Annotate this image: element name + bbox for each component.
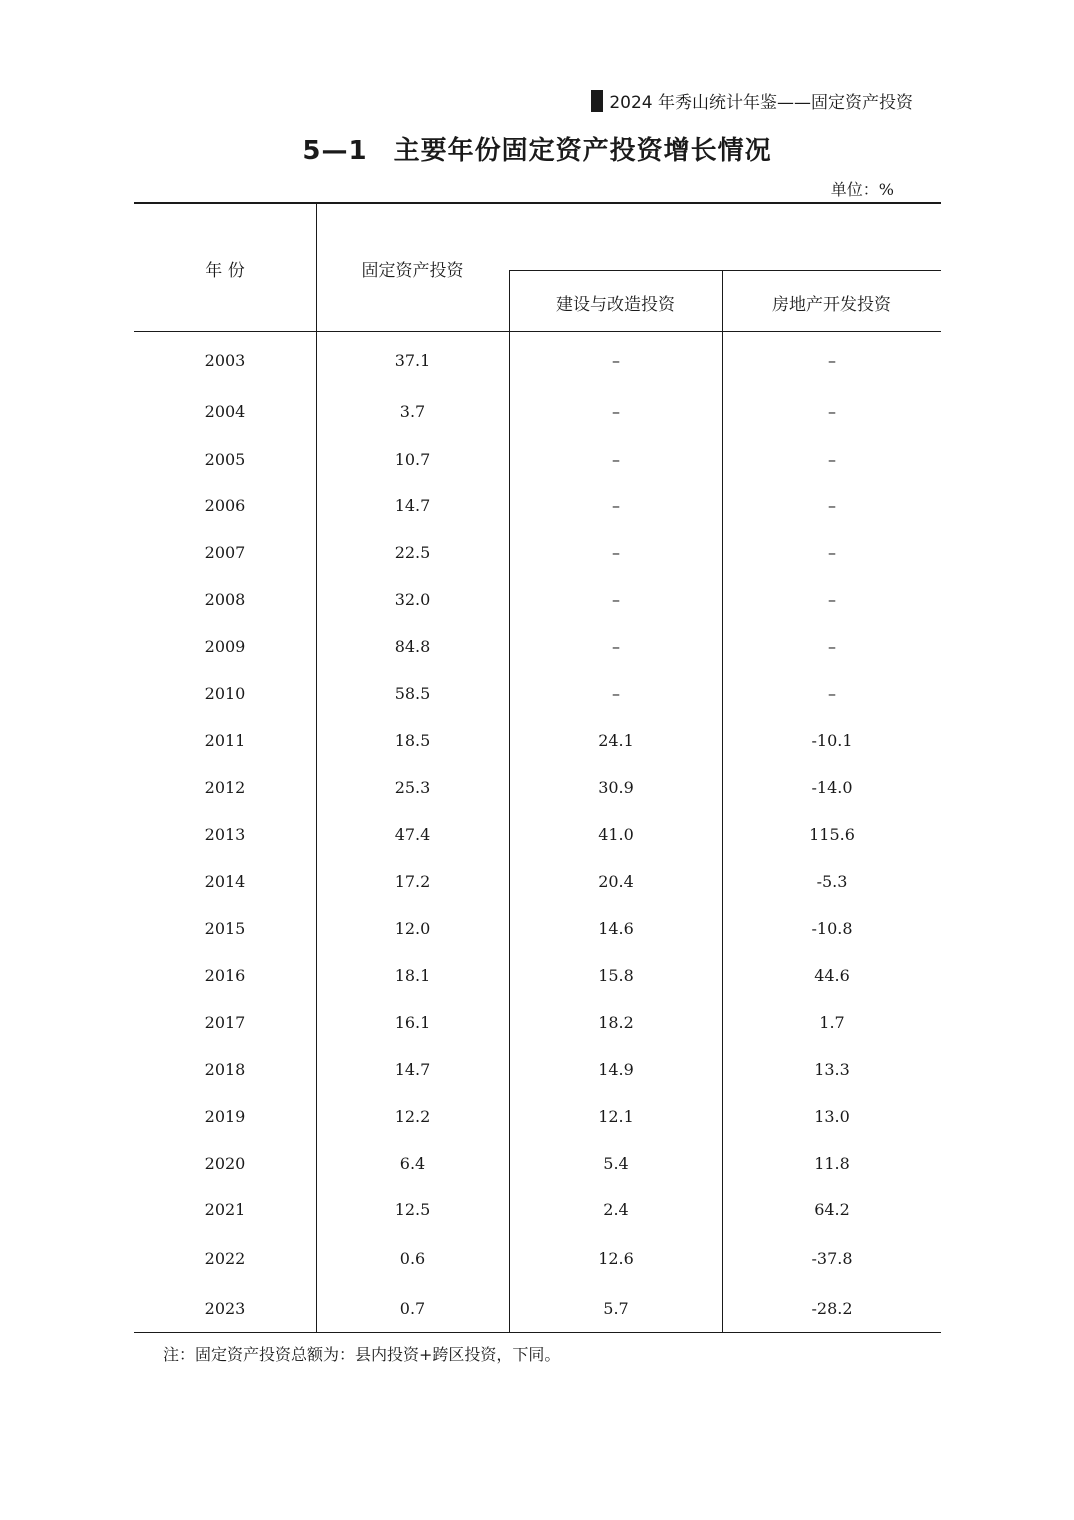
construction-investment-cell: 24.1 bbox=[598, 731, 634, 750]
year-cell: 2007 bbox=[204, 543, 246, 562]
page-title bbox=[0, 130, 1074, 167]
fixed-investment-cell: 16.1 bbox=[394, 1013, 431, 1032]
fixed-investment-cell: 14.7 bbox=[394, 496, 431, 515]
construction-investment-cell: – bbox=[612, 684, 620, 703]
table-row bbox=[134, 1244, 941, 1274]
construction-investment-cell: 14.6 bbox=[598, 919, 634, 938]
fixed-investment-cell: 32.0 bbox=[394, 590, 431, 609]
table-top-rule bbox=[134, 202, 941, 204]
fixed-investment-cell: 58.5 bbox=[394, 684, 431, 703]
unit-label: 单位：% bbox=[830, 180, 894, 199]
year-cell: 2017 bbox=[204, 1013, 246, 1032]
header-bottom-rule bbox=[134, 331, 941, 332]
fixed-investment-cell: 14.7 bbox=[394, 1060, 431, 1079]
running-header bbox=[591, 88, 913, 113]
table-row bbox=[134, 773, 941, 803]
fixed-investment-cell: 12.5 bbox=[394, 1200, 431, 1219]
year-cell: 2016 bbox=[204, 966, 246, 985]
realestate-investment-cell: – bbox=[828, 543, 836, 562]
realestate-investment-cell: 13.3 bbox=[814, 1060, 850, 1079]
year-cell: 2009 bbox=[204, 637, 246, 656]
table-row bbox=[134, 538, 941, 568]
construction-investment-cell: 12.1 bbox=[598, 1107, 634, 1126]
construction-investment-cell: – bbox=[612, 351, 620, 370]
realestate-investment-cell: – bbox=[828, 496, 836, 515]
running-header-text: 2024 年秀山统计年鉴——固定资产投资 bbox=[609, 93, 913, 113]
header-year: 年 份 bbox=[205, 261, 245, 281]
table-row bbox=[134, 1055, 941, 1085]
realestate-investment-cell: 44.6 bbox=[814, 966, 850, 985]
fixed-investment-cell: 12.0 bbox=[394, 919, 431, 938]
table-bottom-rule bbox=[134, 1332, 941, 1333]
header-realestate-investment: 房地产开发投资 bbox=[772, 295, 891, 315]
realestate-investment-cell: 13.0 bbox=[814, 1107, 850, 1126]
year-cell: 2022 bbox=[204, 1249, 246, 1268]
realestate-investment-cell: -10.8 bbox=[811, 919, 853, 938]
fixed-investment-cell: 84.8 bbox=[394, 637, 431, 656]
realestate-investment-cell: 115.6 bbox=[809, 825, 855, 844]
year-cell: 2014 bbox=[204, 872, 246, 891]
table-row bbox=[134, 914, 941, 944]
realestate-investment-cell: -5.3 bbox=[816, 872, 848, 891]
year-cell: 2020 bbox=[204, 1154, 246, 1173]
construction-investment-cell: 15.8 bbox=[598, 966, 634, 985]
header-fixed-investment: 固定资产投资 bbox=[361, 261, 464, 281]
realestate-investment-cell: 11.8 bbox=[814, 1154, 850, 1173]
construction-investment-cell: – bbox=[612, 450, 620, 469]
year-cell: 2005 bbox=[204, 450, 246, 469]
year-cell: 2010 bbox=[204, 684, 246, 703]
table-row bbox=[134, 346, 941, 376]
realestate-investment-cell: -37.8 bbox=[811, 1249, 853, 1268]
header-construction-investment: 建设与改造投资 bbox=[556, 295, 675, 315]
construction-investment-cell: 12.6 bbox=[598, 1249, 634, 1268]
fixed-investment-cell: 37.1 bbox=[394, 351, 431, 370]
realestate-investment-cell: 64.2 bbox=[814, 1200, 850, 1219]
construction-investment-cell: – bbox=[612, 590, 620, 609]
construction-investment-cell: 14.9 bbox=[598, 1060, 634, 1079]
year-cell: 2008 bbox=[204, 590, 246, 609]
table-row bbox=[134, 445, 941, 475]
table-row bbox=[134, 867, 941, 897]
realestate-investment-cell: -28.2 bbox=[811, 1299, 853, 1318]
fixed-investment-cell: 25.3 bbox=[394, 778, 431, 797]
table-row bbox=[134, 491, 941, 521]
construction-investment-cell: 18.2 bbox=[598, 1013, 634, 1032]
fixed-investment-cell: 18.5 bbox=[394, 731, 431, 750]
year-cell: 2011 bbox=[204, 731, 246, 750]
year-cell: 2018 bbox=[204, 1060, 246, 1079]
construction-investment-cell: 20.4 bbox=[598, 872, 634, 891]
realestate-investment-cell: – bbox=[828, 684, 836, 703]
table-row bbox=[134, 1294, 941, 1324]
realestate-investment-cell: 1.7 bbox=[819, 1013, 845, 1032]
fixed-investment-cell: 6.4 bbox=[399, 1154, 426, 1173]
table-row bbox=[134, 585, 941, 615]
table-row bbox=[134, 726, 941, 756]
fixed-investment-cell: 17.2 bbox=[394, 872, 431, 891]
fixed-investment-cell: 0.7 bbox=[399, 1299, 426, 1318]
fixed-investment-cell: 3.7 bbox=[399, 402, 426, 421]
year-cell: 2003 bbox=[204, 351, 246, 370]
realestate-investment-cell: – bbox=[828, 351, 836, 370]
table-title: 主要年份固定资产投资增长情况 bbox=[393, 136, 772, 166]
construction-investment-cell: – bbox=[612, 543, 620, 562]
table-row bbox=[134, 397, 941, 427]
table-row bbox=[134, 820, 941, 850]
table-row bbox=[134, 1008, 941, 1038]
header-marker bbox=[591, 90, 603, 112]
fixed-investment-cell: 18.1 bbox=[394, 966, 431, 985]
construction-investment-cell: 30.9 bbox=[598, 778, 634, 797]
fixed-investment-cell: 10.7 bbox=[394, 450, 431, 469]
fixed-investment-cell: 0.6 bbox=[399, 1249, 426, 1268]
fixed-investment-cell: 47.4 bbox=[394, 825, 431, 844]
header-sub-rule bbox=[509, 270, 941, 271]
realestate-investment-cell: -14.0 bbox=[811, 778, 853, 797]
table-row bbox=[134, 1195, 941, 1225]
fixed-investment-cell: 22.5 bbox=[394, 543, 431, 562]
realestate-investment-cell: – bbox=[828, 450, 836, 469]
table-row bbox=[134, 1149, 941, 1179]
table-row bbox=[134, 632, 941, 662]
construction-investment-cell: – bbox=[612, 496, 620, 515]
year-cell: 2021 bbox=[204, 1200, 246, 1219]
year-cell: 2013 bbox=[204, 825, 246, 844]
fixed-investment-cell: 12.2 bbox=[394, 1107, 431, 1126]
table-row bbox=[134, 961, 941, 991]
year-cell: 2023 bbox=[204, 1299, 246, 1318]
table-number: 5—1 bbox=[302, 136, 368, 166]
year-cell: 2015 bbox=[204, 919, 246, 938]
year-cell: 2012 bbox=[204, 778, 246, 797]
construction-investment-cell: 5.7 bbox=[603, 1299, 629, 1318]
construction-investment-cell: – bbox=[612, 402, 620, 421]
table-footnote: 注：固定资产投资总额为：县内投资+跨区投资，下同。 bbox=[163, 1345, 561, 1364]
realestate-investment-cell: – bbox=[828, 590, 836, 609]
realestate-investment-cell: – bbox=[828, 637, 836, 656]
realestate-investment-cell: – bbox=[828, 402, 836, 421]
construction-investment-cell: 41.0 bbox=[598, 825, 634, 844]
table-row bbox=[134, 679, 941, 709]
realestate-investment-cell: -10.1 bbox=[811, 731, 853, 750]
year-cell: 2019 bbox=[204, 1107, 246, 1126]
year-cell: 2006 bbox=[204, 496, 246, 515]
construction-investment-cell: 2.4 bbox=[603, 1200, 629, 1219]
construction-investment-cell: 5.4 bbox=[603, 1154, 629, 1173]
year-cell: 2004 bbox=[204, 402, 246, 421]
table-row bbox=[134, 1102, 941, 1132]
construction-investment-cell: – bbox=[612, 637, 620, 656]
